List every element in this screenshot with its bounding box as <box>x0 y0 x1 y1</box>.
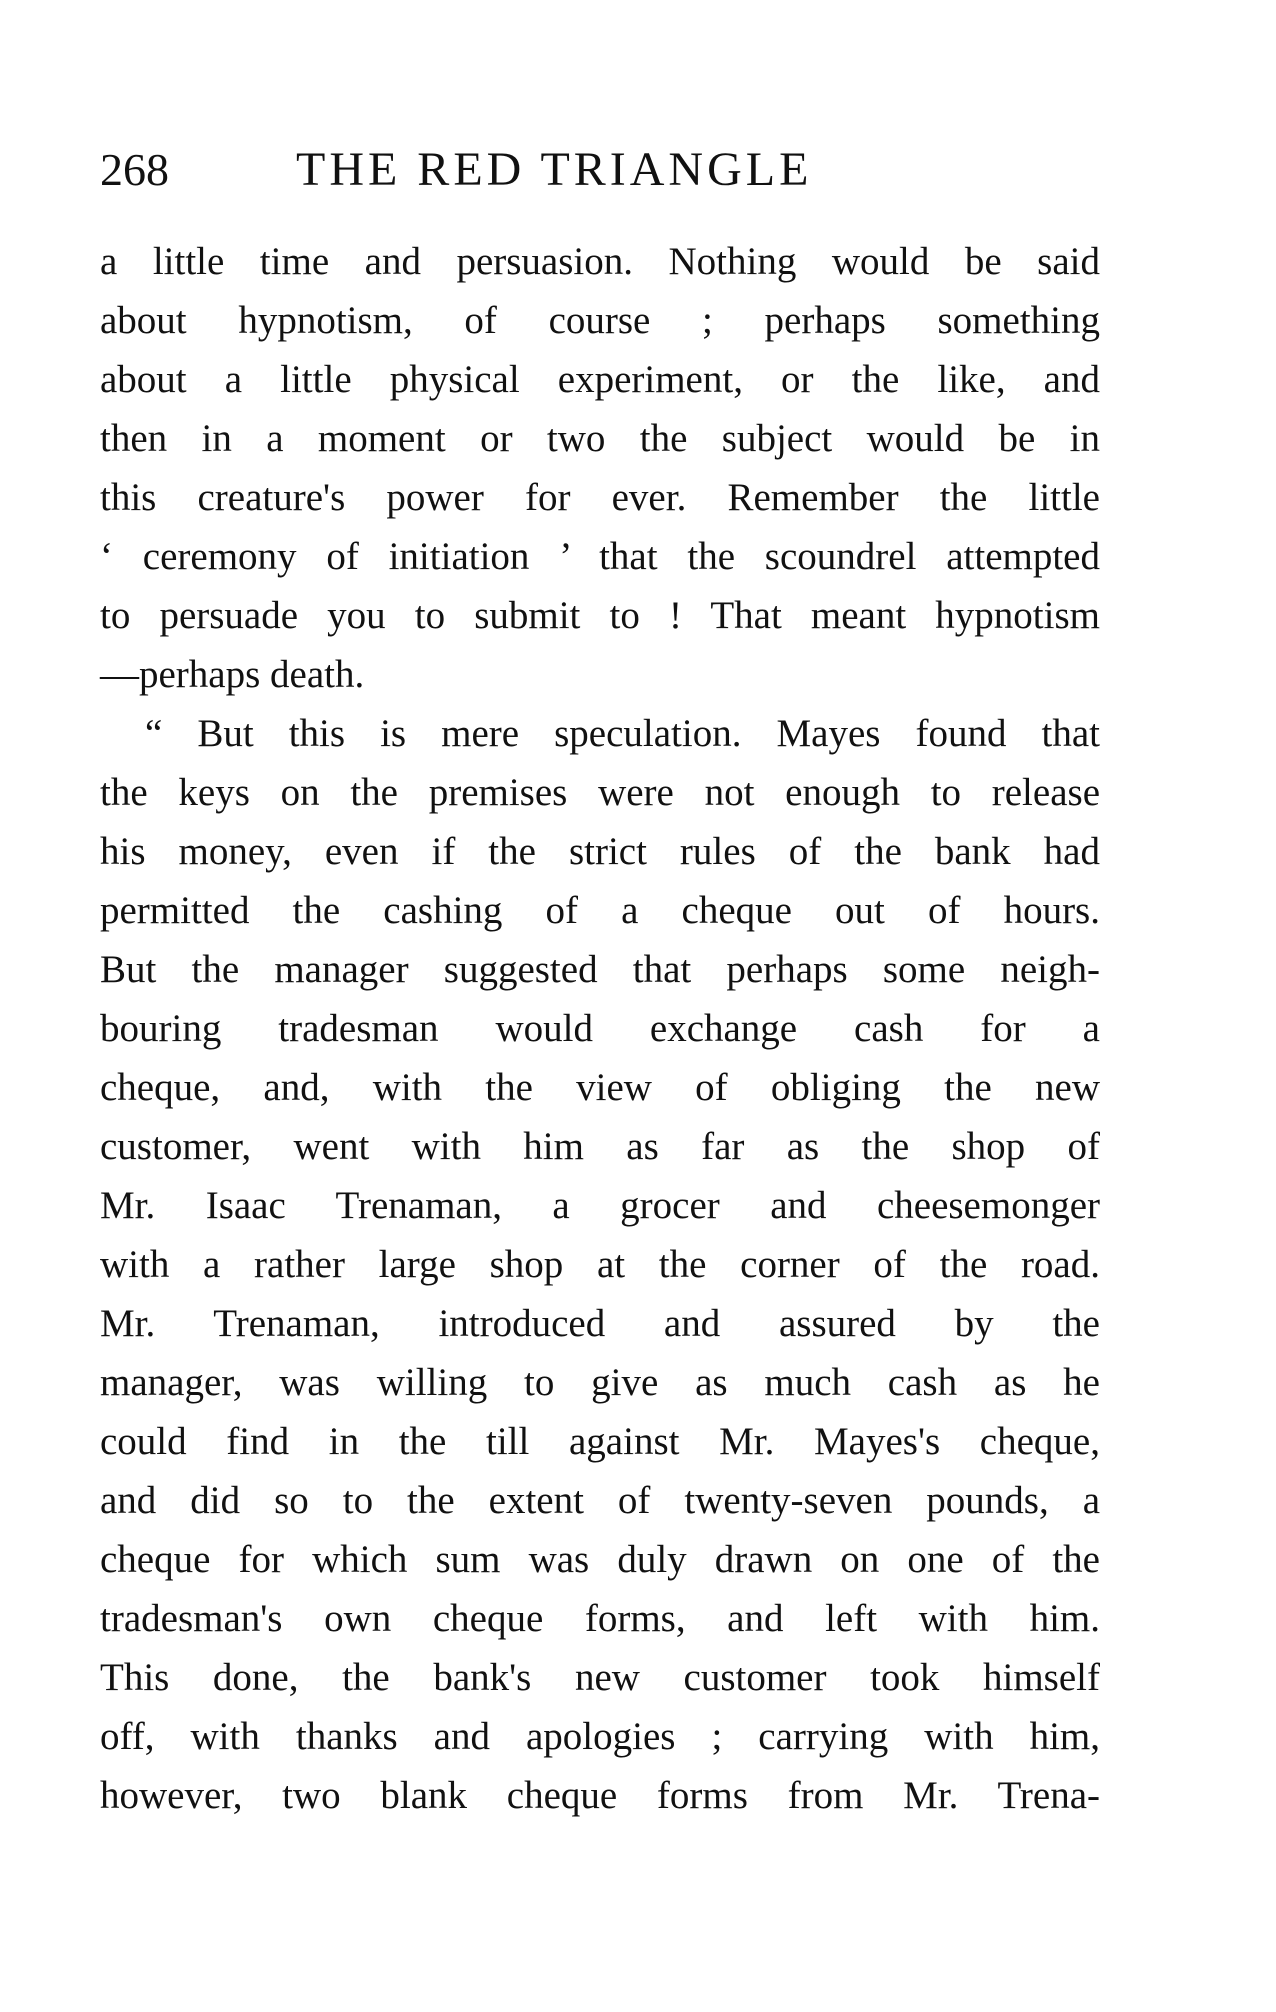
text-line: the keys on the premises were not enough to release <box>100 771 1100 814</box>
text-line: But the manager suggested that perhaps some neigh- <box>100 948 1100 991</box>
text-line: This done, the bank's new customer took himself <box>100 1656 1100 1699</box>
text-line: Mr. Isaac Trenaman, a grocer and cheesemonger <box>100 1184 1100 1227</box>
page-header <box>100 140 1100 200</box>
text-line: to persuade you to submit to ! That meant hypnotism <box>100 594 1100 637</box>
running-title: THE RED TRIANGLE <box>296 143 813 196</box>
page-number: 268 <box>100 144 169 195</box>
text-line: his money, even if the strict rules of the bank had <box>100 830 1100 873</box>
text-line: —perhaps death. <box>100 653 365 696</box>
text-line: permitted the cashing of a cheque out of hours. <box>100 889 1100 932</box>
text-line: Mr. Trenaman, introduced and assured by the <box>100 1302 1100 1345</box>
text-line: about hypnotism, of course ; perhaps something <box>100 299 1100 342</box>
text-line: “ But this is mere speculation. Mayes found that <box>145 712 1100 755</box>
text-line: off, with thanks and apologies ; carrying with him, <box>100 1715 1100 1758</box>
text-line: cheque for which sum was duly drawn on one of the <box>100 1538 1100 1581</box>
text-line: about a little physical experiment, or the like, and <box>100 358 1100 401</box>
text-line: customer, went with him as far as the shop of <box>100 1125 1100 1168</box>
text-line: cheque, and, with the view of obliging the new <box>100 1066 1100 1109</box>
text-line: manager, was willing to give as much cash as he <box>100 1361 1100 1404</box>
text-line: bouring tradesman would exchange cash for a <box>100 1007 1100 1050</box>
text-line: ‘ ceremony of initiation ’ that the scoundrel attempted <box>100 535 1100 578</box>
text-line: a little time and persuasion. Nothing would be said <box>100 240 1100 283</box>
text-line: however, two blank cheque forms from Mr. Trena- <box>100 1774 1100 1817</box>
text-line: then in a moment or two the subject would be in <box>100 417 1100 460</box>
text-line: this creature's power for ever. Remember the little <box>100 476 1100 519</box>
text-line: with a rather large shop at the corner of the road. <box>100 1243 1100 1286</box>
text-line: could find in the till against Mr. Mayes's cheque, <box>100 1420 1100 1463</box>
text-line: and did so to the extent of twenty-seven pounds, a <box>100 1479 1100 1522</box>
body-text <box>100 232 1100 1825</box>
text-line: tradesman's own cheque forms, and left with him. <box>100 1597 1100 1640</box>
